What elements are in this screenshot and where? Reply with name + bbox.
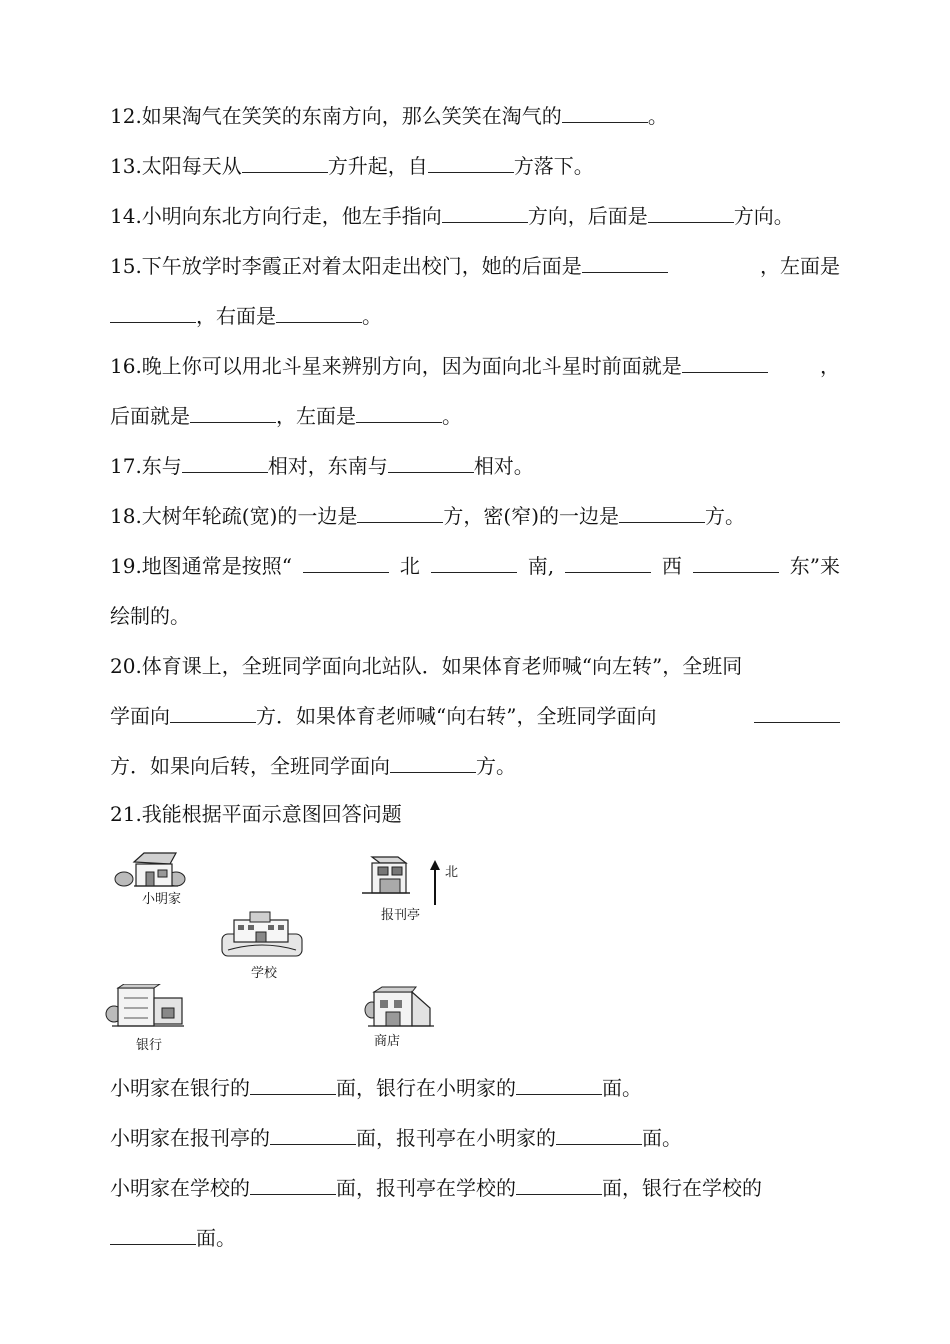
answer-blank[interactable]: [390, 752, 476, 773]
label-bank: 银行: [136, 1038, 163, 1053]
answer-blank[interactable]: [516, 1074, 602, 1095]
question-19-cont: 绘制的。: [110, 604, 190, 628]
house-icon: [112, 850, 188, 890]
answer-blank[interactable]: [431, 552, 517, 573]
answer-blank[interactable]: [442, 202, 528, 223]
answer-blank[interactable]: [242, 152, 328, 173]
kiosk-icon: [358, 853, 414, 899]
answer-blank[interactable]: [682, 352, 768, 373]
question-16-cont: 后面就是 ，左面是 。: [110, 404, 462, 428]
question-20-cont2: 方．如果向后转，全班同学面向 方。: [110, 754, 516, 778]
answer-blank[interactable]: [250, 1174, 336, 1195]
answer-blank[interactable]: [428, 152, 514, 173]
answer-blank[interactable]: [356, 402, 442, 423]
answer-line-3: 小明家在学校的 面，报刊亭在学校的 面，银行在学校的: [110, 1176, 762, 1200]
label-school: 学校: [251, 966, 278, 981]
answer-blank[interactable]: [754, 702, 840, 723]
label-north: 北: [445, 865, 459, 880]
answer-blank[interactable]: [516, 1174, 602, 1195]
answer-line-1: 小明家在银行的 面，银行在小明家的 面。: [110, 1076, 642, 1100]
north-arrow-icon: [428, 860, 442, 906]
school-icon: [220, 910, 304, 960]
shop-icon: [364, 986, 438, 1032]
question-20: 20.体育课上，全班同学面向北站队．如果体育老师喊“向左转”，全班同: [110, 654, 743, 678]
answer-blank[interactable]: [619, 502, 705, 523]
question-13: 13.太阳每天从 方升起，自 方落下。: [110, 154, 594, 178]
answer-blank[interactable]: [556, 1124, 642, 1145]
question-14: 14.小明向东北方向行走，他左手指向 方向，后面是 方向。: [110, 204, 794, 228]
answer-blank[interactable]: [110, 302, 196, 323]
question-15: 15.下午放学时李霞正对着太阳走出校门，她的后面是 ，左面是: [110, 254, 840, 278]
answer-blank[interactable]: [388, 452, 474, 473]
answer-blank[interactable]: [250, 1074, 336, 1095]
question-19: 19.地图通常是按照“ 北 南, 西 东”来: [110, 554, 840, 578]
answer-blank[interactable]: [190, 402, 276, 423]
question-18: 18.大树年轮疏(宽)的一边是 方，密(窄)的一边是 方。: [110, 504, 746, 528]
answer-blank[interactable]: [357, 502, 443, 523]
question-16: 16.晚上你可以用北斗星来辨别方向，因为面向北斗星时前面就是 ，: [110, 354, 840, 378]
answer-line-2: 小明家在报刊亭的 面，报刊亭在小明家的 面。: [110, 1126, 682, 1150]
label-kiosk: 报刊亭: [381, 908, 421, 923]
question-17: 17.东与 相对，东南与 相对。: [110, 454, 534, 478]
answer-blank[interactable]: [170, 702, 256, 723]
answer-blank[interactable]: [565, 552, 651, 573]
answer-blank[interactable]: [182, 452, 268, 473]
label-home: 小明家: [142, 892, 182, 907]
answer-blank[interactable]: [276, 302, 362, 323]
answer-blank[interactable]: [270, 1124, 356, 1145]
answer-blank[interactable]: [562, 102, 648, 123]
label-shop: 商店: [374, 1034, 401, 1049]
bank-icon: [104, 984, 188, 1032]
question-20-cont1: 学面向 方．如果体育老师喊“向右转”，全班同学面向: [110, 702, 840, 730]
question-21-title: 21.我能根据平面示意图回答问题: [110, 802, 402, 826]
answer-blank[interactable]: [648, 202, 734, 223]
answer-line-3-cont: 面。: [110, 1224, 840, 1252]
answer-blank[interactable]: [303, 552, 389, 573]
question-15-cont: ，右面是 。: [110, 302, 840, 330]
question-12: 12.如果淘气在笑笑的东南方向，那么笑笑在淘气的 。: [110, 104, 668, 128]
answer-blank[interactable]: [693, 552, 779, 573]
answer-blank[interactable]: [582, 252, 668, 273]
answer-blank[interactable]: [110, 1224, 196, 1245]
